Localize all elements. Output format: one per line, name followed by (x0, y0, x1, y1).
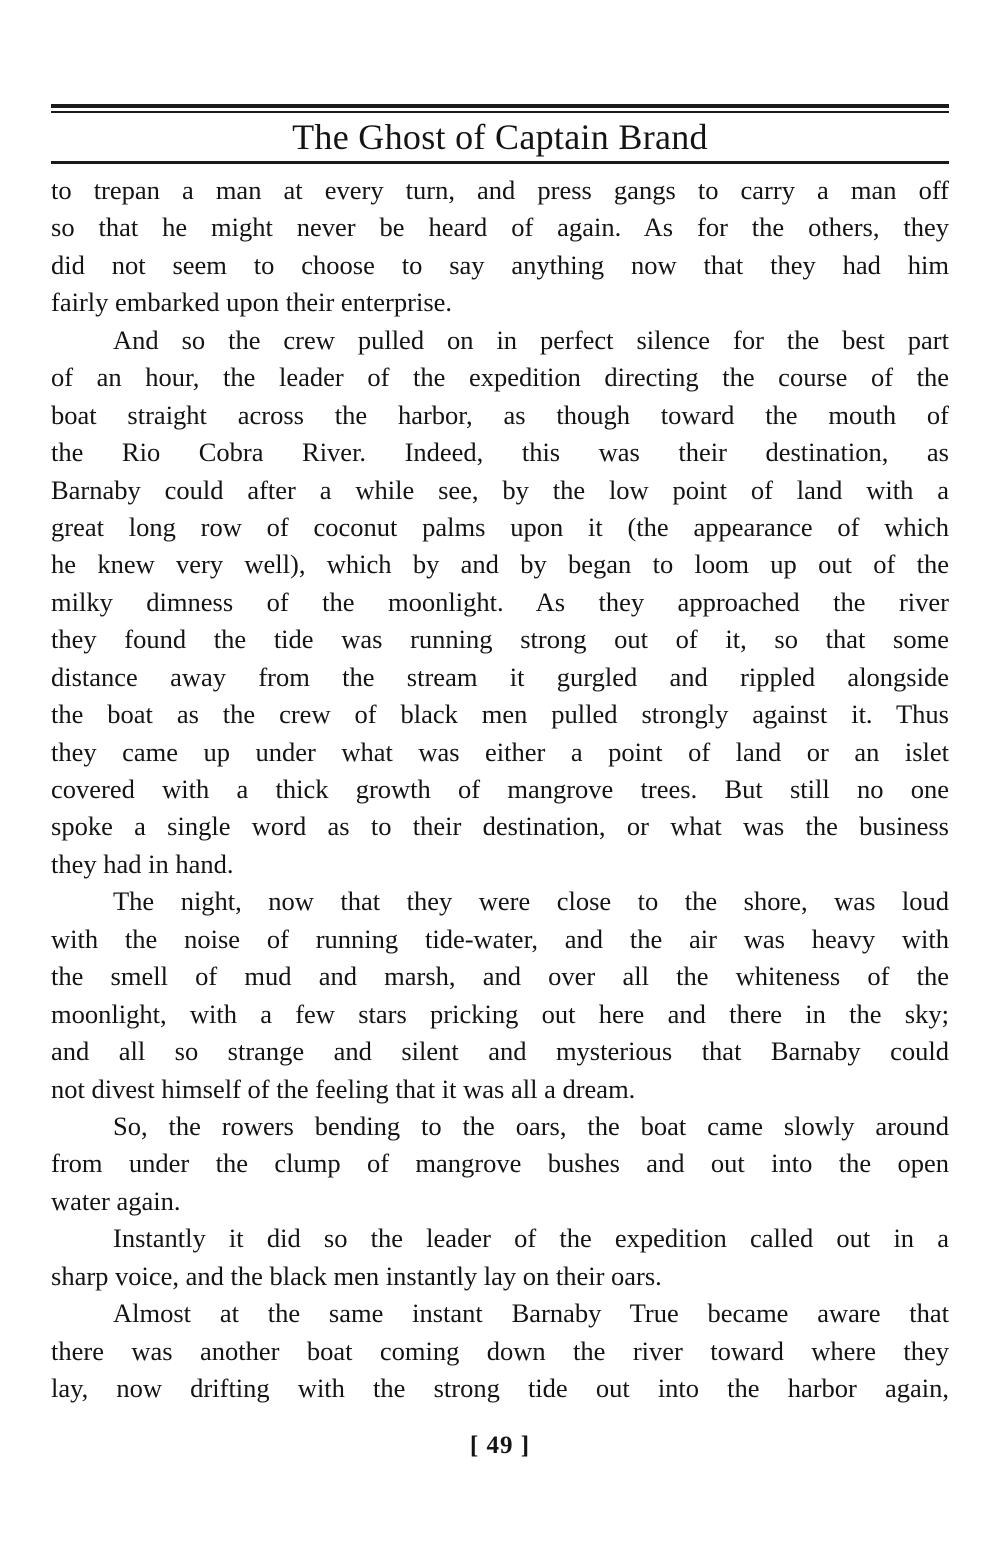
text-line: milky dimness of the moonlight. As they approached the river (51, 586, 949, 617)
text-line: there was another boat coming down the river toward where they (51, 1335, 949, 1366)
text-line: they had in hand. (51, 848, 234, 879)
text-line: water again. (51, 1185, 181, 1216)
page-number: [ 49 ] (469, 1432, 531, 1459)
text-line: Instantly it did so the leader of the expedition called out in a (113, 1223, 949, 1254)
text-line: from under the clump of mangrove bushes and out into the open (51, 1148, 949, 1179)
text-line: great long row of coconut palms upon it (the appearance of which (51, 511, 949, 542)
text-line: they found the tide was running strong out of it, so that some (51, 624, 949, 655)
header-rule-thick (51, 104, 949, 108)
text-line: Almost at the same instant Barnaby True became aware that (113, 1298, 949, 1329)
text-line: spoke a single word as to their destination, or what was the business (51, 811, 949, 842)
text-line: boat straight across the harbor, as though toward the mouth of (51, 399, 949, 430)
text-line: the boat as the crew of black men pulled strongly against it. Thus (51, 699, 949, 730)
body-text (51, 172, 949, 1407)
text-line: so that he might never be heard of again. As for the others, they (51, 212, 949, 243)
text-line: lay, now drifting with the strong tide out into the harbor again, (51, 1373, 949, 1403)
text-line: moonlight, with a few stars pricking out here and there in the sky; (51, 998, 949, 1029)
running-head: The Ghost of Captain Brand (292, 117, 708, 157)
text-line: of an hour, the leader of the expedition directing the course of the (51, 362, 949, 393)
text-line: to trepan a man at every turn, and press gangs to carry a man off (51, 175, 949, 205)
text-line: not divest himself of the feeling that it was all a dream. (51, 1073, 636, 1104)
text-line: sharp voice, and the black men instantly lay on their oars. (51, 1260, 662, 1291)
text-line: Barnaby could after a while see, by the low point of land with a (51, 474, 949, 505)
text-line: fairly embarked upon their enterprise. (51, 287, 453, 318)
text-line: did not seem to choose to say anything now that they had him (51, 249, 949, 280)
text-line: with the noise of running tide-water, and the air was heavy with (51, 923, 949, 954)
text-line: the smell of mud and marsh, and over all the whiteness of the (51, 961, 949, 992)
text-line: So, the rowers bending to the oars, the boat came slowly around (113, 1110, 949, 1141)
text-line: he knew very well), which by and by began to loom up out of the (51, 549, 949, 580)
text-line: they came up under what was either a point of land or an islet (51, 736, 949, 767)
text-line: covered with a thick growth of mangrove trees. But still no one (51, 774, 949, 804)
book-page (51, 104, 949, 1407)
text-line: the Rio Cobra River. Indeed, this was their destination, as (51, 437, 949, 468)
text-line: and all so strange and silent and mysterious that Barnaby could (51, 1036, 949, 1067)
header-rule-bottom (51, 161, 949, 164)
text-line: The night, now that they were close to the shore, was loud (113, 886, 949, 917)
text-line: distance away from the stream it gurgled and rippled alongside (51, 661, 949, 692)
text-line: And so the crew pulled on in perfect silence for the best part (113, 324, 949, 355)
